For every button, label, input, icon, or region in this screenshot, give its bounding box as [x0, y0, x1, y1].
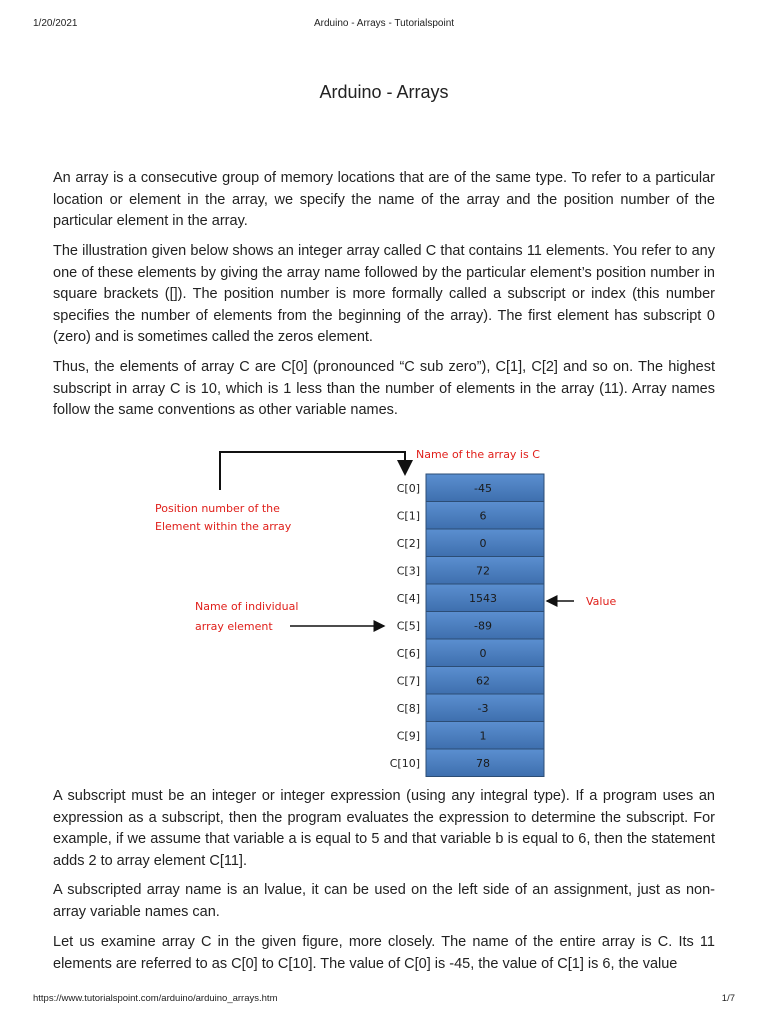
cell-index-label: C[4]	[396, 591, 420, 605]
position-bracket-arrow	[220, 452, 405, 490]
paragraph-subscript: A subscript must be an integer or integer expression (using any integral type). If a program uses an expression as a subscript, then the program evaluates the expression to determine the subscript. For example, if we assume that variable a is equal to 5 and that variable b is equal to 6, then the statement adds 2 to array element C[11].	[53, 788, 715, 869]
cell-value-label: 0	[479, 646, 487, 660]
cell-value-label: 6	[479, 509, 487, 523]
cell-value-label: -89	[474, 619, 492, 633]
cell-value-label: 78	[476, 756, 490, 770]
cell-index-label: C[5]	[396, 619, 420, 633]
cell-value-label: -45	[474, 481, 492, 495]
cell-index-label: C[1]	[396, 509, 420, 523]
array-diagram	[140, 440, 640, 780]
cell-index-label: C[6]	[396, 646, 420, 660]
paragraph-illustration: The illustration given below shows an integer array called C that contains 11 elements. You refer to any one of these elements by giving the array name followed by the particular element’s position number in square brackets ([]). The position number is more formally called a subscript or index (this number specifies the number of elements from the beginning of the array). The first element has subscript 0 (zero) and is sometimes called the zeros element.	[53, 243, 715, 345]
cell-index-label: C[3]	[396, 564, 420, 578]
position-label-line2: Element within the array	[155, 520, 292, 533]
element-label-line1: Name of individual	[195, 600, 299, 613]
value-label: Value	[586, 595, 617, 608]
cell-value-label: 62	[476, 674, 490, 688]
paragraph-examine: Let us examine array C in the given figure, more closely. The name of the entire array is C. Its 11 elements are referred to as C[0] to C[10]. The value of C[0] is -45, the value of C[1] is 6, the value	[53, 934, 715, 972]
cell-index-label: C[2]	[396, 536, 420, 550]
footer-page-number: 1/7	[721, 993, 735, 1004]
cell-index-label: C[9]	[396, 729, 420, 743]
cell-value-label: 72	[476, 564, 490, 578]
element-label-line2: array element	[195, 620, 273, 633]
print-date: 1/20/2021	[33, 18, 78, 29]
paragraph-elements: Thus, the elements of array C are C[0] (pronounced “C sub zero”), C[1], C[2] and so on. The highest subscript in array C is 10, which is 1 less than the number of elements in the array (11). Array names follow the same conventions as other variable names.	[53, 359, 715, 418]
cell-index-label: C[0]	[396, 481, 420, 495]
cell-value-label: 1	[479, 729, 487, 743]
cell-index-label: C[10]	[389, 756, 420, 770]
footer-url: https://www.tutorialspoint.com/arduino/arduino_arrays.htm	[33, 993, 278, 1004]
array-cells	[390, 474, 544, 777]
position-label-line1: Position number of the	[155, 502, 280, 515]
cell-value-label: 1543	[469, 591, 497, 605]
paragraph-intro: An array is a consecutive group of memory locations that are of the same type. To refer to a particular location or element in the array, we specify the name of the array and the position number of the particular element in the array.	[53, 170, 715, 229]
page-title: Arduino - Arrays	[319, 82, 449, 102]
print-header-title: Arduino - Arrays - Tutorialspoint	[313, 18, 455, 29]
cell-value-label: 0	[479, 536, 487, 550]
cell-index-label: C[8]	[396, 701, 420, 715]
cell-index-label: C[7]	[396, 674, 420, 688]
cell-value-label: -3	[477, 701, 489, 715]
paragraph-lvalue: A subscripted array name is an lvalue, it can be used on the left side of an assignment, just as non-array variable names can.	[53, 882, 715, 920]
array-name-label: Name of the array is C	[416, 448, 540, 461]
